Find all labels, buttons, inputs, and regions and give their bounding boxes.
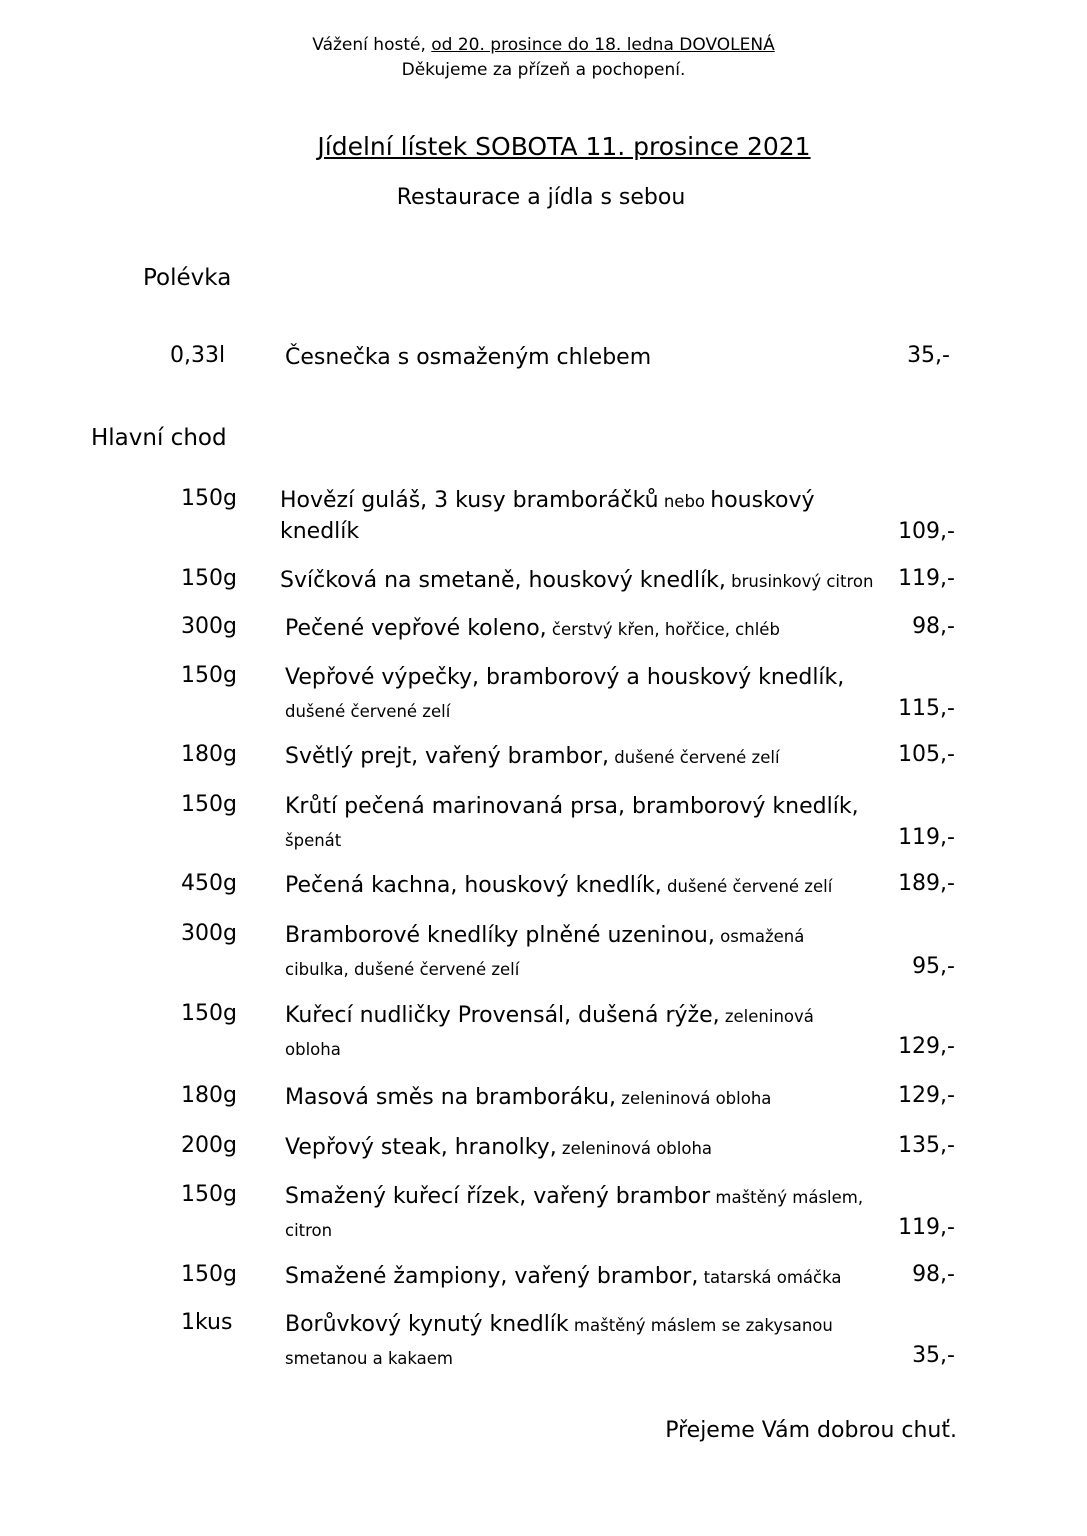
item-description: Hovězí guláš, 3 kusy bramboráčků nebo houskový knedlík — [280, 488, 815, 544]
item-description: Smažený kuřecí řízek, vařený brambor maštěný máslem, citron — [285, 1184, 864, 1240]
item-description: Kuřecí nudličky Provensál, dušená rýže, zeleninová obloha — [285, 1003, 814, 1059]
item-price: 119,- — [898, 566, 955, 591]
item-price: 35,- — [912, 1343, 955, 1368]
item-description: Česnečka s osmaženým chlebem — [285, 345, 652, 370]
item-description: Pečená kachna, houskový knedlík, dušené červené zelí — [285, 873, 833, 898]
item-price: 95,- — [912, 954, 955, 979]
menu-item — [0, 486, 1087, 566]
menu-item — [0, 1310, 1087, 1390]
menu-item — [0, 1182, 1087, 1262]
item-weight: 150g — [181, 792, 237, 817]
menu-item — [0, 792, 1087, 872]
mains-heading: Hlavní chod — [91, 425, 227, 451]
item-price: 98,- — [912, 1262, 955, 1287]
item-price: 115,- — [898, 696, 955, 721]
notice-prefix: Vážení hosté, — [312, 35, 432, 55]
item-weight: 150g — [181, 1182, 237, 1207]
item-price: 119,- — [898, 1215, 955, 1240]
item-weight: 450g — [181, 871, 237, 896]
item-price: 98,- — [912, 614, 955, 639]
item-price: 105,- — [898, 742, 955, 767]
item-weight: 150g — [181, 486, 237, 511]
item-weight: 300g — [181, 614, 237, 639]
item-description: Světlý prejt, vařený brambor, dušené červené zelí — [285, 744, 780, 769]
item-weight: 150g — [181, 566, 237, 591]
item-weight: 150g — [181, 1001, 237, 1026]
item-weight: 1kus — [181, 1310, 233, 1335]
menu-item — [0, 921, 1087, 1001]
item-price: 189,- — [898, 871, 955, 896]
item-price: 109,- — [898, 519, 955, 544]
item-weight: 200g — [181, 1133, 237, 1158]
item-weight: 0,33l — [170, 343, 226, 368]
item-description: Bramborové knedlíky plněné uzeninou, osmažená cibulka, dušené červené zelí — [285, 923, 805, 979]
item-description: Vepřové výpečky, bramborový a houskový knedlík, dušené červené zelí — [285, 665, 845, 721]
item-price: 35,- — [907, 343, 950, 368]
item-description: Pečené vepřové koleno, čerstvý křen, hořčice, chléb — [285, 616, 780, 641]
item-weight: 150g — [181, 1262, 237, 1287]
closing-text: Přejeme Vám dobrou chuť. — [665, 1418, 957, 1443]
item-price: 129,- — [898, 1034, 955, 1059]
item-description: Krůtí pečená marinovaná prsa, bramborový knedlík, špenát — [285, 794, 859, 850]
item-description: Smažené žampiony, vařený brambor, tatarská omáčka — [285, 1264, 842, 1289]
item-description: Masová směs na bramboráku, zeleninová obloha — [285, 1085, 772, 1110]
item-weight: 180g — [181, 1083, 237, 1108]
item-weight: 150g — [181, 663, 237, 688]
item-description: Svíčková na smetaně, houskový knedlík, brusinkový citron — [280, 568, 874, 593]
item-description: Vepřový steak, hranolky, zeleninová obloha — [285, 1135, 713, 1160]
item-price: 135,- — [898, 1133, 955, 1158]
menu-title: Jídelní lístek SOBOTA 11. prosince 2021 — [317, 132, 811, 161]
item-price: 129,- — [898, 1083, 955, 1108]
item-weight: 180g — [181, 742, 237, 767]
menu-subtitle: Restaurace a jídla s sebou — [396, 185, 686, 210]
notice-line-1 — [0, 34, 1087, 57]
item-weight: 300g — [181, 921, 237, 946]
menu-item — [0, 663, 1087, 743]
item-description: Borůvkový kynutý knedlík maštěný máslem se zakysanou smetanou a kakaem — [285, 1312, 833, 1368]
soup-heading: Polévka — [143, 265, 232, 291]
menu-item — [0, 1001, 1087, 1081]
notice-holiday: od 20. prosince do 18. ledna DOVOLENÁ — [431, 35, 775, 55]
item-price: 119,- — [898, 825, 955, 850]
notice-line-2: Děkujeme za přízeň a pochopení. — [401, 60, 686, 80]
soup-item — [0, 343, 1087, 423]
